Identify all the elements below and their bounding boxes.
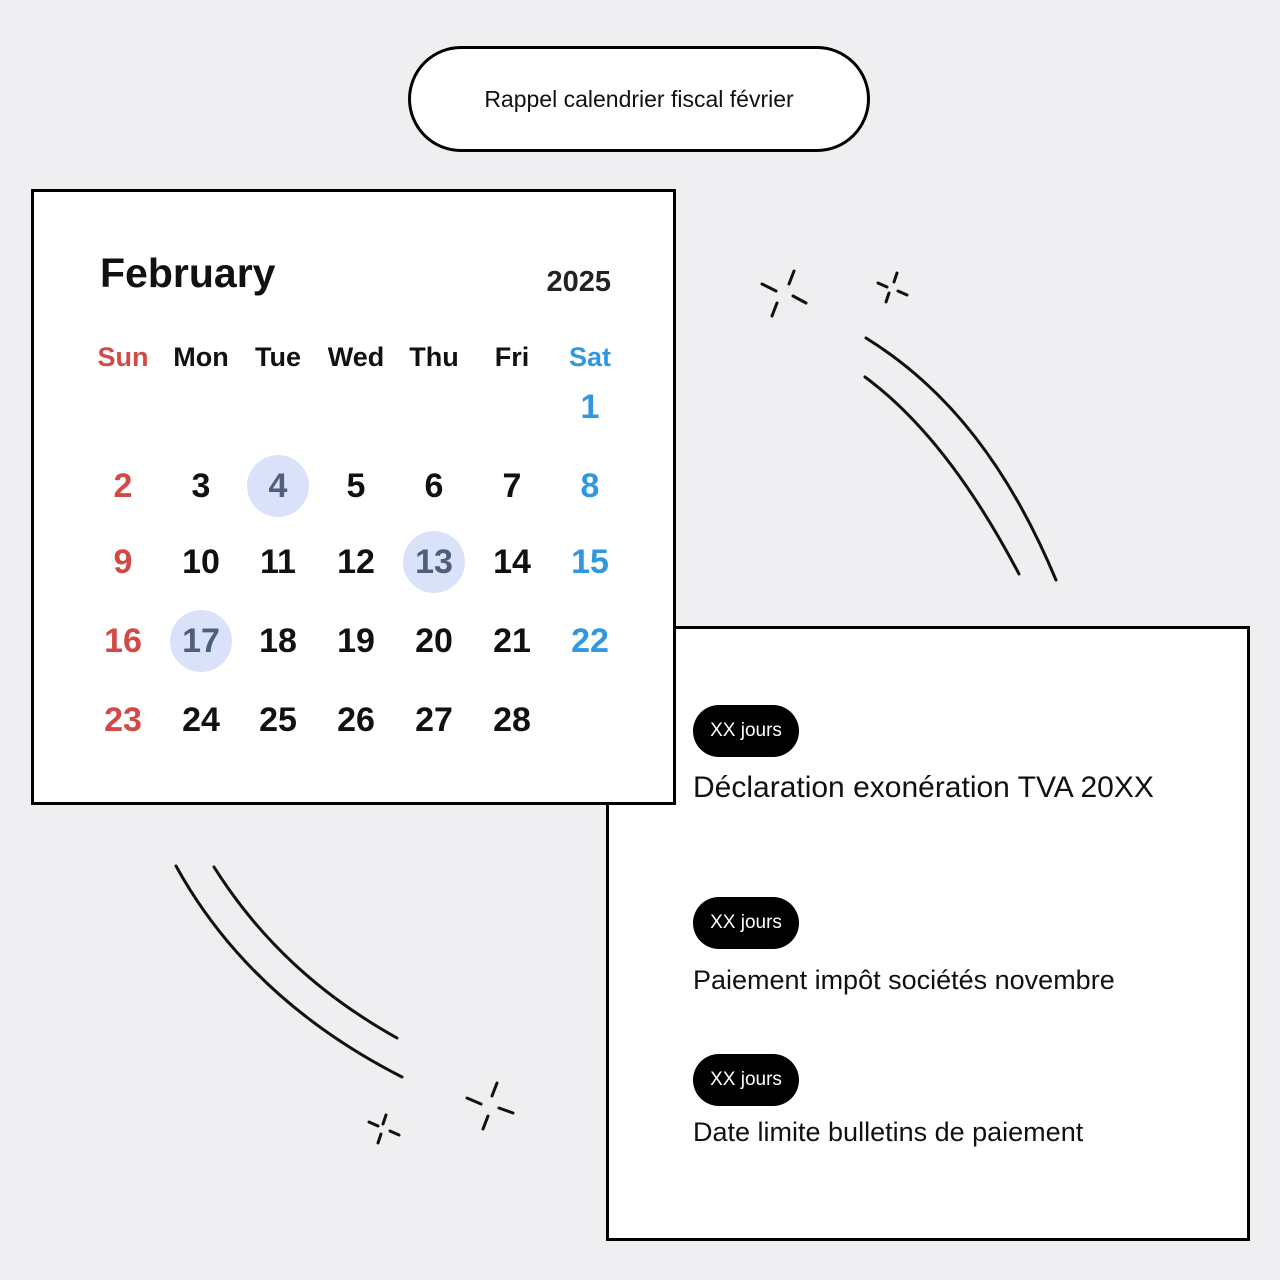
calendar-day-15[interactable]: 15 — [571, 542, 609, 581]
calendar-day-20[interactable]: 20 — [415, 621, 453, 660]
calendar-day-17[interactable]: 17 — [170, 610, 232, 672]
calendar-year: 2025 — [546, 266, 611, 298]
calendar-day-22[interactable]: 22 — [571, 621, 609, 660]
calendar-day-3[interactable]: 3 — [191, 466, 211, 505]
event-title: Date limite bulletins de paiement — [693, 1117, 1084, 1147]
calendar-day-16[interactable]: 16 — [104, 621, 142, 660]
calendar-card — [31, 189, 676, 805]
event-badge — [693, 705, 799, 757]
calendar-day-28[interactable]: 28 — [493, 700, 531, 739]
sparkle-icon-small-top — [878, 273, 907, 302]
badge-label: XX jours — [710, 720, 782, 741]
page-title: Rappel calendrier fiscal février — [484, 85, 794, 112]
calendar-day-7[interactable]: 7 — [502, 466, 522, 505]
events-card — [606, 626, 1250, 1241]
calendar-day-11[interactable]: 11 — [260, 542, 296, 581]
swoosh-line-bottom-outer — [176, 866, 402, 1077]
calendar-day-1[interactable]: 1 — [580, 387, 600, 426]
calendar-month: February — [100, 250, 276, 296]
weekday-tuesday: Tue — [255, 342, 301, 372]
weekday-thursday: Thu — [409, 342, 459, 372]
calendar-day-23[interactable]: 23 — [104, 700, 142, 739]
weekday-sunday: Sun — [97, 342, 149, 372]
weekday-friday: Fri — [494, 342, 530, 372]
calendar-day-21[interactable]: 21 — [493, 621, 531, 660]
calendar-day-9[interactable]: 9 — [113, 542, 133, 581]
badge-label: XX jours — [710, 1069, 782, 1090]
sparkle-icon-small-bottom — [369, 1115, 399, 1143]
calendar-day-10[interactable]: 10 — [182, 542, 220, 581]
calendar-day-8[interactable]: 8 — [580, 466, 600, 505]
event-badge — [693, 1054, 799, 1106]
calendar-day-18[interactable]: 18 — [259, 621, 297, 660]
calendar-day-25[interactable]: 25 — [259, 700, 297, 739]
sparkle-icon-large-top — [762, 271, 806, 316]
calendar-day-5[interactable]: 5 — [346, 466, 366, 505]
calendar-day-24[interactable]: 24 — [182, 700, 220, 739]
weekday-monday: Mon — [173, 342, 229, 372]
swoosh-line-top-outer — [866, 338, 1056, 580]
badge-label: XX jours — [710, 912, 782, 933]
calendar-day-14[interactable]: 14 — [493, 542, 531, 581]
swoosh-line-top-inner — [865, 377, 1019, 574]
calendar-day-6[interactable]: 6 — [424, 466, 444, 505]
calendar-day-2[interactable]: 2 — [113, 466, 133, 505]
calendar-day-12[interactable]: 12 — [337, 542, 375, 581]
weekday-saturday: Sat — [568, 342, 612, 372]
event-badge — [693, 897, 799, 949]
calendar-day-13[interactable]: 13 — [403, 531, 465, 593]
calendar-day-27[interactable]: 27 — [415, 700, 453, 739]
sparkle-icon-large-bottom — [467, 1083, 513, 1129]
event-title: Paiement impôt sociétés novembre — [693, 965, 1115, 995]
calendar-day-19[interactable]: 19 — [337, 621, 375, 660]
swoosh-line-bottom-inner — [214, 867, 397, 1038]
weekday-wednesday: Wed — [327, 342, 385, 372]
calendar-day-26[interactable]: 26 — [337, 700, 375, 739]
event-title: Déclaration exonération TVA 20XX — [693, 771, 1154, 804]
calendar-day-4[interactable]: 4 — [247, 455, 309, 517]
